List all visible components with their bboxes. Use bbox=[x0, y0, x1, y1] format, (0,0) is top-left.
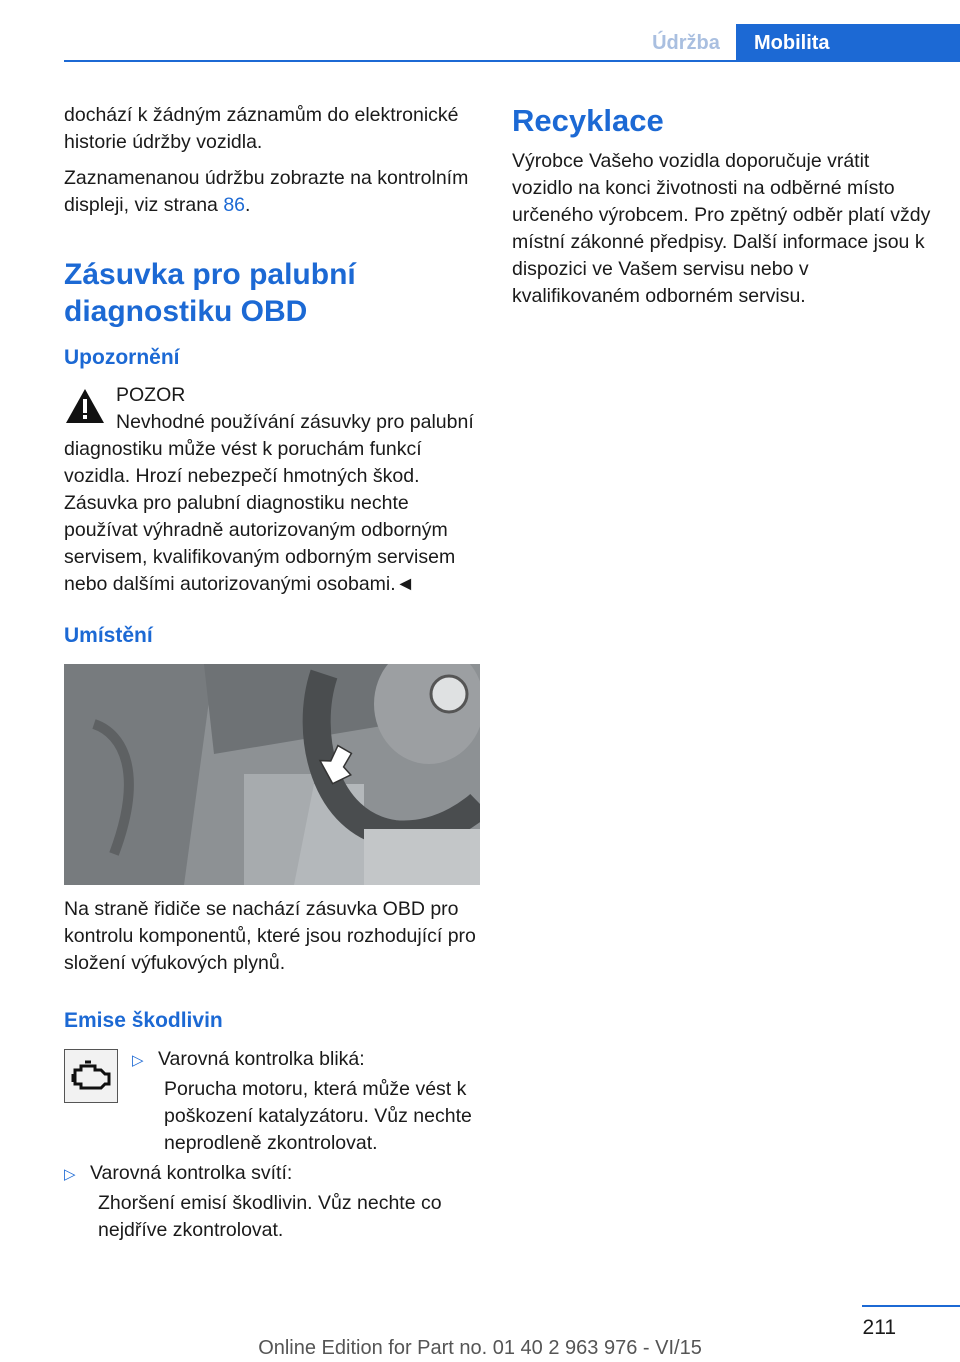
emissions-heading-block bbox=[64, 1007, 482, 1034]
location-heading: Umístění bbox=[64, 624, 153, 647]
warning-block bbox=[64, 382, 482, 598]
emissions-item-2 bbox=[64, 1160, 482, 1244]
emissions-item-2-text: Zhoršení emisí škodlivin. Vůz nechte co nejdříve zkontrolovat. bbox=[98, 1192, 442, 1241]
obd-section bbox=[64, 256, 482, 330]
notice-heading-block bbox=[64, 344, 482, 371]
obd-title-line-2: diagnostiku OBD bbox=[64, 295, 308, 328]
footer-rule bbox=[862, 1305, 960, 1307]
emissions-item-1-label bbox=[132, 1046, 482, 1074]
intro-paragraph-2 bbox=[64, 165, 482, 219]
intro-text: Zaznamenanou údržbu zobrazte na kontrolním displeji, viz strana bbox=[64, 167, 469, 216]
recycle-title: Recyklace bbox=[512, 103, 664, 138]
emissions-item-1-text: Porucha motoru, která může vést k poškození katalyzátoru. Vůz nechte neprodleně zkontrolovat. bbox=[164, 1078, 472, 1154]
triangle-bullet-icon: ▷ bbox=[132, 1052, 144, 1069]
location-text: Na straně řidiče se nachází zásuvka OBD pro kontrolu komponentů, které jsou rozhodující pro složení výfukových plynů. bbox=[64, 898, 476, 974]
recycle-section bbox=[512, 102, 932, 319]
edition-note: Online Edition for Part no. 01 40 2 963 976 - VI/15 bbox=[258, 1337, 702, 1359]
check-engine-icon bbox=[64, 1049, 118, 1103]
header-rule bbox=[64, 60, 960, 62]
emissions-item-2-label bbox=[64, 1160, 482, 1188]
page-number: 211 bbox=[862, 1316, 896, 1339]
tab-udrzba[interactable]: Údržba bbox=[652, 32, 720, 54]
warning-label: POZOR bbox=[116, 384, 186, 406]
intro-paragraph-1: dochází k žádným záznamům do elektronické historie údržby vozidla. bbox=[64, 104, 459, 153]
emissions-item-1 bbox=[64, 1046, 482, 1157]
intro-period: . bbox=[245, 194, 251, 216]
location-heading-block bbox=[64, 622, 482, 649]
emissions-heading: Emise škodlivin bbox=[64, 1009, 223, 1032]
warning-triangle-icon bbox=[64, 386, 106, 426]
notice-heading: Upozornění bbox=[64, 346, 180, 369]
warning-text: Nevhodné používání zásuvky pro palubní diagnostiku může vést k poruchám funkcí vozidla. Hrozí nebezpečí hmotných škod. Zásuvka pro palubní diagnostiku nechte používat výhradně autorizovaným odborným servisem, kvalifikovaným odborným servisem nebo dalšími autorizovanými osobami.◄ bbox=[64, 411, 474, 595]
obd-title-line-1: Zásuvka pro palubní bbox=[64, 258, 356, 291]
page-link-86[interactable]: 86 bbox=[223, 194, 246, 216]
left-column bbox=[64, 102, 482, 228]
location-text-block bbox=[64, 896, 482, 986]
obd-location-photo bbox=[64, 664, 480, 885]
triangle-bullet-icon: ▷ bbox=[64, 1166, 76, 1183]
tab-mobilita[interactable]: Mobilita bbox=[736, 24, 960, 62]
item-1-label: Varovná kontrolka bliká: bbox=[158, 1048, 365, 1070]
item-2-label: Varovná kontrolka svítí: bbox=[90, 1162, 293, 1184]
recycle-text: Výrobce Vašeho vozidla doporučuje vrátit vozidlo na konci životnosti na odběrné místo určeného výrobcem. Pro zpětný odběr platí vždy místní zákonné předpisy. Další informace jsou k dispozici ve Vašem servisu nebo v kvalifikovaném odborném servisu. bbox=[512, 150, 931, 307]
